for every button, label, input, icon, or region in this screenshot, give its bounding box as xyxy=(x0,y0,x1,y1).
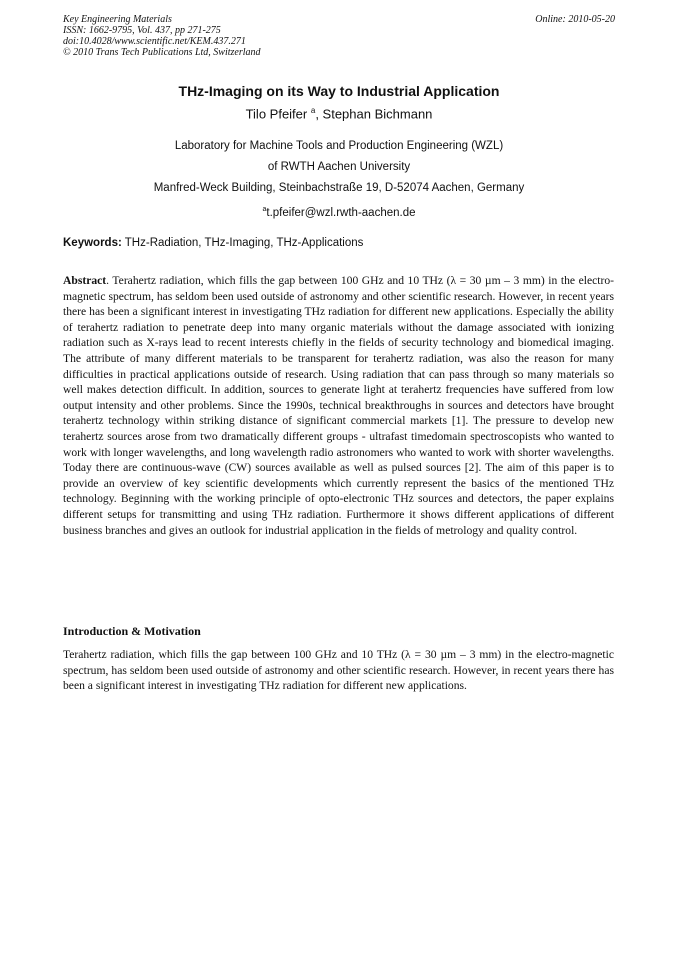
intro-paragraph: Terahertz radiation, which fills the gap between 100 GHz and 10 THz (λ = 30 µm – 3 mm) in the electro-magnetic spectrum, has seldom been used outside of astronomy and other scientific research. However, in recent years there has been a significant interest in investigating THz radiation for different new applications. xyxy=(63,648,614,693)
abstract-paragraph xyxy=(63,273,614,538)
email-address: t.pfeifer@wzl.rwth-aachen.de xyxy=(266,207,416,220)
paper-title: THz-Imaging on its Way to Industrial Application xyxy=(178,83,500,99)
author-separator: , xyxy=(315,106,323,122)
author-name: Stephan Bichmann xyxy=(322,106,433,122)
email-superscript: a xyxy=(262,206,267,214)
keywords-text: THz-Radiation, THz-Imaging, THz-Applications xyxy=(121,237,364,249)
online-date: Online: 2010-05-20 xyxy=(535,14,615,25)
authors-line xyxy=(63,102,615,122)
abstract-label: Abstract xyxy=(63,274,107,287)
copyright-line: © 2010 Trans Tech Publications Ltd, Switzerland xyxy=(63,47,261,58)
keywords-label: Keywords: xyxy=(63,237,122,249)
section-heading: Introduction & Motivation xyxy=(63,624,201,638)
abstract-text: . Terahertz radiation, which fills the gap between 100 GHz and 10 THz (λ = 30 µm – 3 mm) in the electro-magnetic spectrum, has seldom been used outside of astronomy and other scientific research. However, in recent years there has been a significant interest in investigating THz radiation for different new applications. Especially the ability of terahertz radiation to penetrate deep into many organic materials without the damage associated with ionizing radiation such as X-rays lead to recent interests chiefly in the fields of security technology and biomedical imaging. The attribute of many different materials to be transparent for terahertz radiation, was also the reason for many difficulties in practical applications outside of research. Using radiation that can pass through so many materials so well makes detection difficult. In addition, sources to generate light at terahertz frequencies have suffered from low output intensity and other problems. Since the 1990s, technical breakthroughs in sources and detectors have brought terahertz technology within striking distance of significant commercial markets [1]. The pressure to develop new terahertz sources arose from two dramatically different groups - ultrafast timedomain spectroscopists who wanted to work with longer wavelengths, and long wavelength radio astronomers who wanted to work with shorter wavelengths. Today there are continuous-wave (CW) sources available as well as pulsed sources [2]. The aim of this paper is to provide an overview of key scientific developments which currently represent the basics of the mentioned THz technology. Beginning with the working principle of opto-electronic THz sources and detectors, the paper explains different setups for transmitting and using THz radiation. Furthermore it shows different applications of different business branches and gives an outlook for industrial application in the fields of metrology and quality control. xyxy=(63,274,614,537)
title-block xyxy=(63,82,615,224)
affiliation xyxy=(63,136,615,224)
author-superscript: a xyxy=(310,106,316,115)
doi-line: doi:10.4028/www.scientific.net/KEM.437.271 xyxy=(63,36,246,47)
journal-name: Key Engineering Materials xyxy=(63,14,172,25)
author-name: Tilo Pfeifer xyxy=(245,106,308,122)
keywords-line xyxy=(63,236,615,251)
publication-info xyxy=(63,14,261,58)
issn-line: ISSN: 1662-9795, Vol. 437, pp 271-275 xyxy=(63,25,221,36)
affiliation-line: Manfred-Weck Building, Steinbachstraße 19, D-52074 Aachen, Germany xyxy=(153,182,525,195)
affiliation-line: of RWTH Aachen University xyxy=(267,161,411,174)
email-line xyxy=(63,199,615,224)
page-header xyxy=(63,14,615,58)
affiliation-line: Laboratory for Machine Tools and Production Engineering (WZL) xyxy=(174,140,504,153)
